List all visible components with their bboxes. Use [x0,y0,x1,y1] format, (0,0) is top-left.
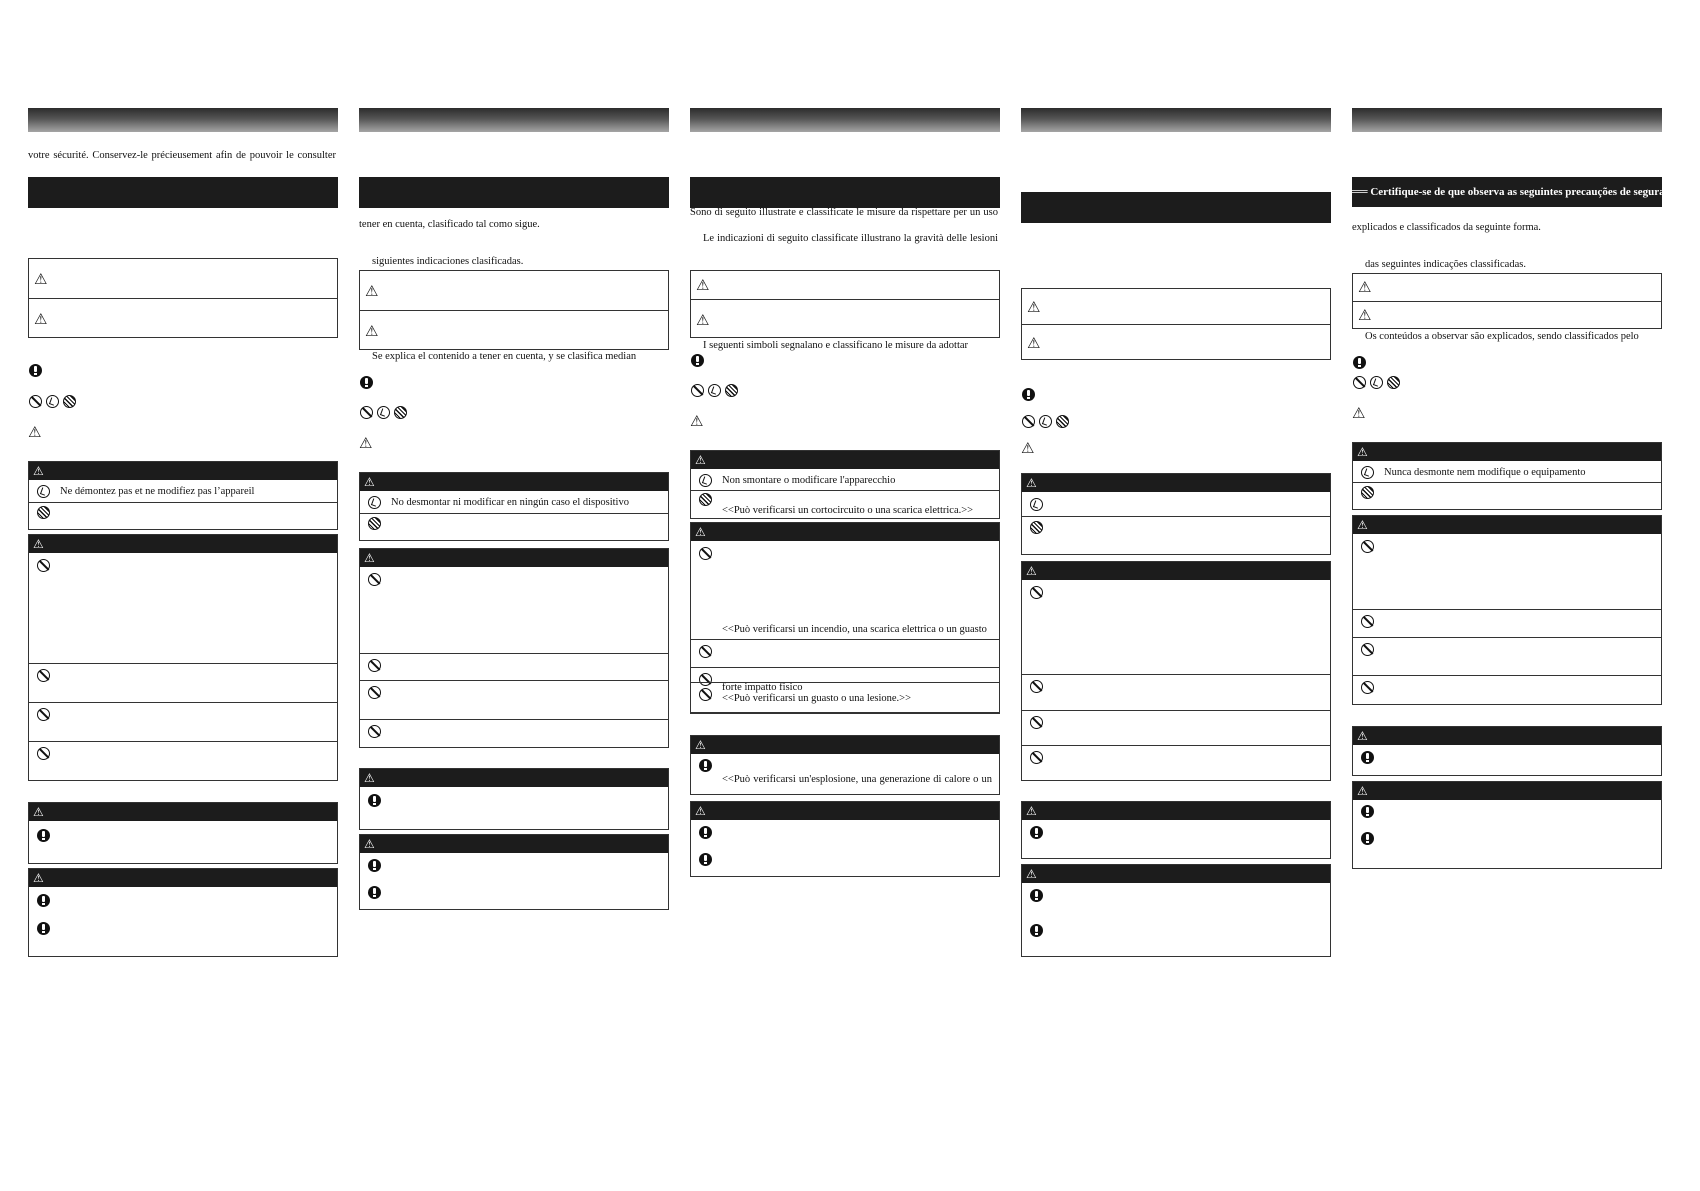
exclamation-circle-icon [1353,356,1366,369]
warning-triangle-icon: ⚠ [1026,476,1037,490]
prohibited-circle-icon [360,406,373,419]
no-disassembly-icon [368,496,381,509]
column-spanish [359,0,669,1191]
exclamation-circle-icon [37,829,50,842]
warning-triangle-icon: ⚠ [1021,439,1035,457]
caution-section-2 [28,802,338,864]
warning-triangle-icon: ⚠ [696,276,710,294]
caution-section-2 [359,768,669,830]
intro-text-1: Sono di seguito illustrate e classificate le misure da rispettare per un uso [690,207,998,218]
banner-line-right: ══ [1681,186,1700,198]
danger-level-table [1021,288,1331,360]
no-wet-hands-icon [1030,521,1043,534]
warning-triangle-icon: ⚠ [364,771,375,785]
exclamation-circle-icon [368,794,381,807]
disassemble-warning-text: Nunca desmonte nem modifique o equipamento [1384,467,1586,478]
warning-triangle-icon: ⚠ [1027,334,1041,352]
intro-text-3: I seguenti simboli segnalano e classificano le misure da adottar [703,340,969,351]
shock-note-text: <<Può verificarsi un cortocircuito o una scarica elettrica.>> [722,505,974,516]
exclamation-circle-icon [37,894,50,907]
no-wet-hands-icon [1361,486,1374,499]
warning-triangle-icon: ⚠ [1026,804,1037,818]
prohibited-circle-icon [1030,751,1043,764]
prohibited-circle-icon [699,645,712,658]
caution-section-3 [1352,781,1662,869]
no-disassembly-icon [708,384,721,397]
warning-triangle-icon: ⚠ [1357,729,1368,743]
warning-section-1 [359,472,669,541]
warning-triangle-icon: ⚠ [695,525,706,539]
no-wet-hands-icon [1387,376,1400,389]
prohibited-circle-icon [368,659,381,672]
disassemble-warning-text: Non smontare o modificare l'apparecchio [722,475,896,486]
exclamation-circle-icon [691,354,704,367]
warning-triangle-icon: ⚠ [33,464,44,478]
warning-triangle-icon: ⚠ [1026,564,1037,578]
prohibited-circle-icon [1361,615,1374,628]
warning-section-1 [1352,442,1662,510]
exclamation-circle-icon [368,886,381,899]
section-title-bar [28,108,338,132]
section-title-bar [1021,108,1331,132]
exclamation-circle-icon [1022,388,1035,401]
warning-triangle-icon: ⚠ [695,804,706,818]
exclamation-circle-icon [1361,832,1374,845]
no-wet-hands-icon [63,395,76,408]
caution-section-3 [359,834,669,910]
caution-section-1 [28,534,338,781]
exclamation-circle-icon [699,826,712,839]
no-disassembly-icon [1030,498,1043,511]
prohibited-circle-icon [1361,681,1374,694]
warning-triangle-icon: ⚠ [359,434,373,452]
prohibited-circle-icon [1022,415,1035,428]
no-disassembly-icon [1370,376,1383,389]
warning-triangle-icon: ⚠ [1026,867,1037,881]
intro-text-1: explicados e classificados da seguinte forma. [1352,222,1541,233]
danger-level-table [1352,273,1662,329]
warning-section-1 [28,461,338,530]
warning-triangle-icon: ⚠ [33,871,44,885]
prohibited-circle-icon [1353,376,1366,389]
safety-banner [1352,177,1700,207]
warning-triangle-icon: ⚠ [1357,784,1368,798]
no-wet-hands-icon [1056,415,1069,428]
exclamation-circle-icon [37,922,50,935]
warning-triangle-icon: ⚠ [690,412,704,430]
caution-section-3 [1021,864,1331,957]
disassemble-warning-text: Ne démontez pas et ne modifiez pas l’appareil [60,486,255,497]
warning-triangle-icon: ⚠ [1357,445,1368,459]
section-header-bar [359,177,669,208]
no-wet-hands-icon [725,384,738,397]
danger-level-table [359,270,669,350]
prohibited-circle-icon [699,688,712,701]
prohibited-circle-icon [368,573,381,586]
prohibited-circle-icon [1361,540,1374,553]
warning-triangle-icon: ⚠ [34,270,48,288]
caution-section-2 [1021,801,1331,859]
caution-section-2 [690,735,1000,795]
column-4 [1021,0,1331,1191]
warning-triangle-icon: ⚠ [364,551,375,565]
exclamation-circle-icon [699,759,712,772]
warning-triangle-icon: ⚠ [1027,298,1041,316]
prohibited-circle-icon [1030,716,1043,729]
no-wet-hands-icon [37,506,50,519]
no-disassembly-icon [699,474,712,487]
section-header-bar [1021,192,1331,223]
section-title-bar [690,108,1000,132]
warning-triangle-icon: ⚠ [696,311,710,329]
prohibited-circle-icon [691,384,704,397]
warning-triangle-icon: ⚠ [695,738,706,752]
no-disassembly-icon [1039,415,1052,428]
danger-level-table [28,258,338,338]
section-title-bar [359,108,669,132]
exclamation-circle-icon [29,364,42,377]
no-disassembly-icon [1361,466,1374,479]
warning-triangle-icon: ⚠ [33,537,44,551]
prohibited-circle-icon [29,395,42,408]
no-wet-hands-icon [699,493,712,506]
intro-text-2: das seguintes indicações classificadas. [1365,259,1526,270]
warning-triangle-icon: ⚠ [365,322,379,340]
exclamation-circle-icon [1361,751,1374,764]
no-wet-hands-icon [368,517,381,530]
warning-triangle-icon: ⚠ [364,475,375,489]
warning-triangle-icon: ⚠ [33,805,44,819]
prohibited-circle-icon [368,725,381,738]
no-wet-hands-icon [394,406,407,419]
caution-section-3 [28,868,338,957]
prohibited-circle-icon [37,708,50,721]
caution-section-3 [690,801,1000,877]
section-header-bar [690,177,1000,208]
prohibited-circle-icon [37,747,50,760]
exclamation-circle-icon [368,859,381,872]
caution-section-1 [359,548,669,748]
intro-text-2: siguientes indicaciones clasificadas. [372,256,524,267]
prohibited-circle-icon [37,559,50,572]
fire-note-text: <<Può verificarsi un incendio, una scarica elettrica o un guasto [722,624,987,635]
exclamation-circle-icon [1030,826,1043,839]
intro-text: votre sécurité. Conservez-le précieusement afin de pouvoir le consulter [28,150,336,161]
caution-section-1 [1021,561,1331,781]
prohibited-circle-icon [368,686,381,699]
section-title-bar [1352,108,1662,132]
exclamation-circle-icon [1030,924,1043,937]
prohibited-circle-icon [37,669,50,682]
exclamation-circle-icon [360,376,373,389]
warning-triangle-icon: ⚠ [1358,278,1372,296]
warning-triangle-icon: ⚠ [1352,404,1366,422]
no-disassembly-icon [377,406,390,419]
intro-text-1: tener en cuenta, clasificado tal como sigue. [359,219,540,230]
disassemble-warning-text: No desmontar ni modificar en ningún caso el dispositivo [391,497,629,508]
warning-triangle-icon: ⚠ [1357,518,1368,532]
no-disassembly-icon [37,485,50,498]
warning-section-1 [690,450,1000,519]
danger-level-table [690,270,1000,338]
column-portuguese [1352,0,1700,1191]
exclamation-circle-icon [1361,805,1374,818]
caution-section-1-last-row [690,682,1000,713]
explosion-note-text: <<Può verificarsi un'esplosione, una generazione di calore o un [722,774,992,785]
warning-triangle-icon: ⚠ [1358,306,1372,324]
intro-text-3: Os conteúdos a observar são explicados, sendo classificados pelo [1365,331,1639,342]
section-header-bar [28,177,338,208]
banner-title: Certifique-se de que observa as seguintes precauções de segurança [1370,186,1682,198]
column-french [28,0,338,1191]
warning-triangle-icon: ⚠ [34,310,48,328]
prohibited-circle-icon [1030,680,1043,693]
prohibited-circle-icon [1030,586,1043,599]
caution-section-1 [1352,515,1662,705]
warning-triangle-icon: ⚠ [28,423,42,441]
caution-section-2 [1352,726,1662,776]
warning-triangle-icon: ⚠ [364,837,375,851]
prohibited-circle-icon [1361,643,1374,656]
column-italian [690,0,1000,1191]
intro-text-2: Le indicazioni di seguito classificate illustrano la gravità delle lesioni [703,233,998,244]
warning-triangle-icon: ⚠ [365,282,379,300]
banner-line-left: ══ [1352,186,1371,198]
no-disassembly-icon [46,395,59,408]
warning-section-1 [1021,473,1331,555]
impact-note-text: <<Può verificarsi un guasto o una lesione.>> [722,693,912,704]
intro-text-3: Se explica el contenido a tener en cuenta, y se clasifica median [372,351,637,362]
exclamation-circle-icon [699,853,712,866]
exclamation-circle-icon [1030,889,1043,902]
prohibited-circle-icon [699,547,712,560]
impact-text: forte impatto fisico [722,682,803,693]
warning-triangle-icon: ⚠ [695,453,706,467]
